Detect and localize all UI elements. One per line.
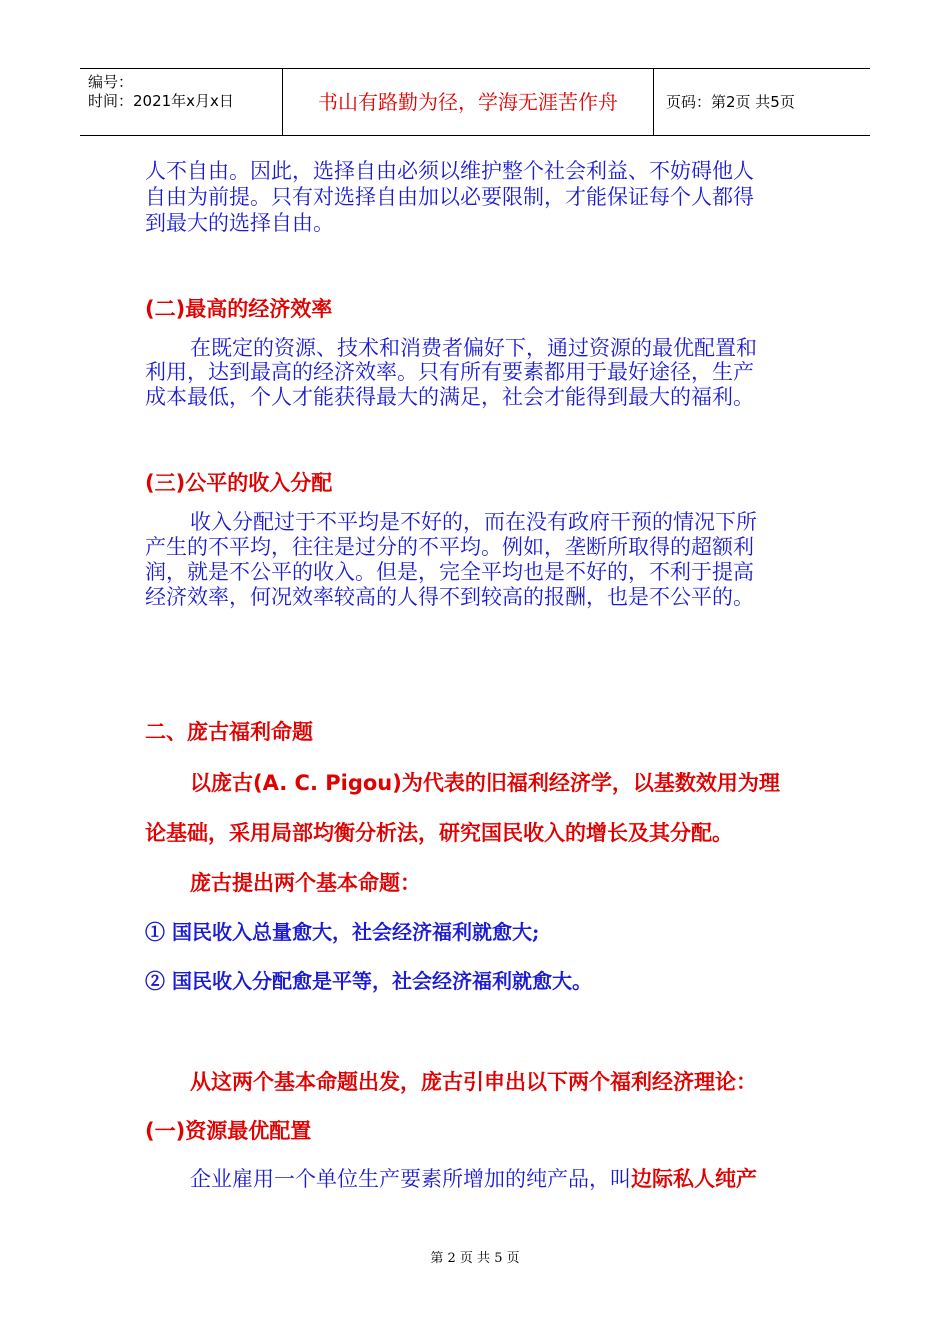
section-heading: (一)资源最优配置 xyxy=(145,1119,312,1143)
page-header xyxy=(80,68,870,136)
section-heading: (二)最高的经济效率 xyxy=(145,297,333,321)
paragraph-line: 庞古提出两个基本命题： xyxy=(190,871,421,895)
paragraph-line: 从这两个基本命题出发，庞古引申出以下两个福利经济理论： xyxy=(190,1070,757,1094)
page-footer: 第 2 页 共 5 页 xyxy=(430,1251,520,1266)
header-motto: 书山有路勤为径，学海无涯苦作舟 xyxy=(282,69,654,135)
paragraph-line: 人不自由。因此，选择自由必须以维护整个社会利益、不妨碍他人 xyxy=(145,159,754,183)
paragraph-line: 以庞古(A. C. Pigou)为代表的旧福利经济学，以基数效用为理 xyxy=(190,771,780,795)
paragraph-line xyxy=(190,1166,870,1192)
paragraph-line: 产生的不平均，往往是过分的不平均。例如，垄断所取得的超额利 xyxy=(145,535,754,559)
paragraph-line: 利用，达到最高的经济效率。只有所有要素都用于最好途径，生产 xyxy=(145,360,754,384)
proposition-2: ② 国民收入分配愈是平等，社会经济福利就愈大。 xyxy=(145,969,592,993)
serial-label: 编号： xyxy=(88,73,134,91)
paragraph-text: 企业雇用一个单位生产要素所增加的纯产品，叫 xyxy=(190,1167,631,1191)
time-label: 时间：2021年x月x日 xyxy=(88,92,234,110)
paragraph-line: 自由为前提。只有对选择自由加以必要限制，才能保证每个人都得 xyxy=(145,185,754,209)
paragraph-line: 论基础，采用局部均衡分析法，研究国民收入的增长及其分配。 xyxy=(145,821,733,845)
paragraph-emphasis: 边际私人纯产 xyxy=(631,1167,757,1191)
paragraph-line: 经济效率，何况效率较高的人得不到较高的报酬，也是不公平的。 xyxy=(145,585,754,609)
proposition-1: ① 国民收入总量愈大，社会经济福利就愈大; xyxy=(145,920,540,944)
section-title: 二、庞古福利命题 xyxy=(145,720,313,744)
paragraph-line: 收入分配过于不平均是不好的，而在没有政府干预的情况下所 xyxy=(190,510,757,534)
section-heading: (三)公平的收入分配 xyxy=(145,471,333,495)
paragraph-line: 成本最低，个人才能获得最大的满足，社会才能得到最大的福利。 xyxy=(145,385,754,409)
paragraph-line: 到最大的选择自由。 xyxy=(145,211,334,235)
header-meta xyxy=(80,69,282,135)
paragraph-line: 在既定的资源、技术和消费者偏好下，通过资源的最优配置和 xyxy=(190,336,757,360)
paragraph-line: 润，就是不公平的收入。但是，完全平均也是不好的，不利于提高 xyxy=(145,560,754,584)
header-page-info: 页码：第2页 共5页 xyxy=(666,93,795,111)
